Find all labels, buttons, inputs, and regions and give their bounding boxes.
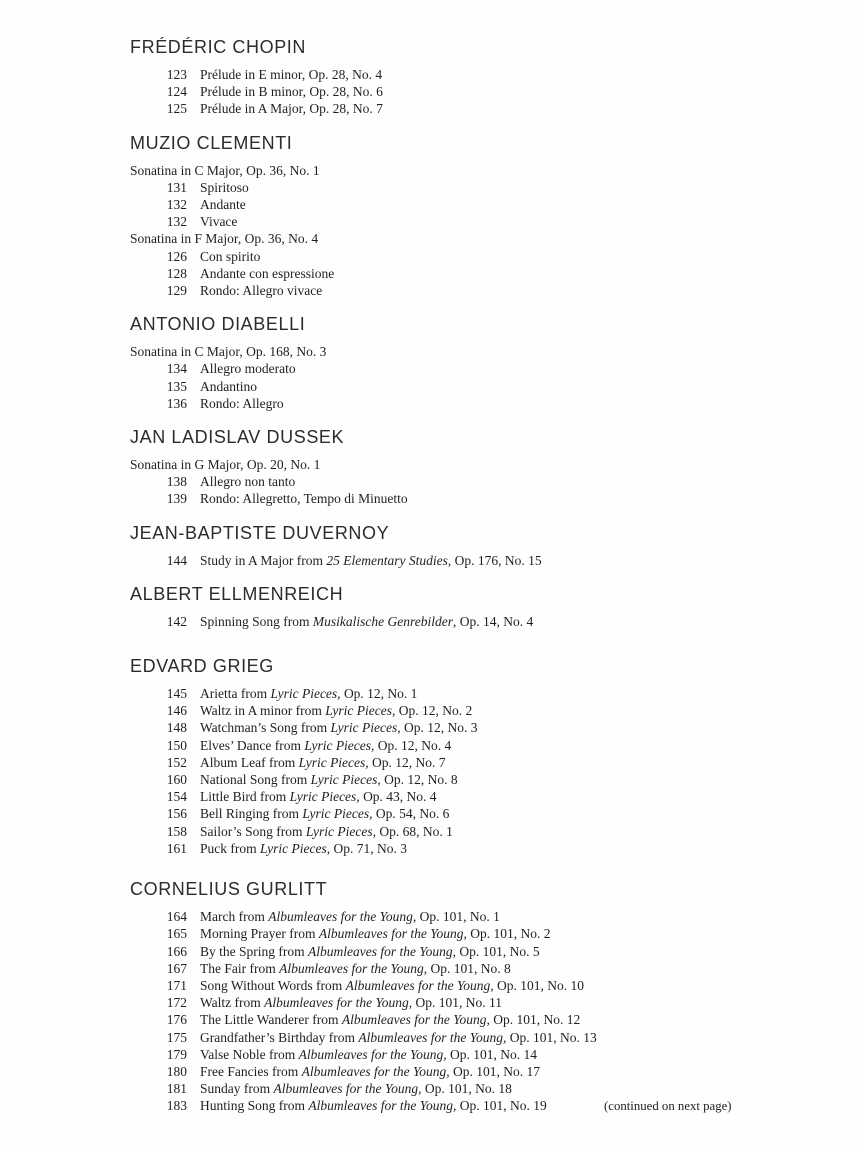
title-text: Con spirito [200,248,261,264]
toc-section [130,655,750,857]
toc-sections [130,36,750,1115]
toc-entry [130,196,750,213]
piece-title [200,1046,537,1063]
piece-title [200,977,584,994]
piece-title [200,719,477,736]
piece-title [200,248,260,265]
page-number: 166 [166,943,187,959]
toc-entry [130,1080,750,1097]
page-number: 128 [166,265,187,281]
page-number: 154 [166,789,187,805]
piece-title [200,282,322,299]
piece-title [200,1080,512,1097]
toc-entry [130,100,750,117]
page-number: 124 [166,84,187,100]
collection-title-italic: Albumleaves for the Young, [318,926,467,942]
title-text: March from [200,909,269,925]
title-text: Op. 176, No. 15 [451,552,542,568]
title-text: Rondo: Allegro vivace [200,283,323,299]
piece-title [200,1011,580,1028]
title-text: The Fair from [200,960,280,976]
title-text: Sailor’s Song from [200,823,306,839]
title-text: Vivace [200,214,238,230]
page-number: 138 [166,474,187,490]
page-number: 158 [166,823,187,839]
title-text: Elves’ Dance from [200,737,305,753]
composer-heading: EDVARD GRIEG [130,656,274,677]
title-text: Hunting Song from [200,1098,309,1114]
page-number: 135 [166,378,187,394]
title-text: Allegro non tanto [200,474,296,490]
page-number: 132 [166,214,187,230]
piece-title [200,994,502,1011]
collection-title-italic: Albumleaves for the Young, [268,909,417,925]
piece-title [200,552,542,569]
toc-entry [130,702,750,719]
piece-title [200,908,500,925]
piece-title [200,1063,540,1080]
collection-title-italic: Albumleaves for the Young, [264,995,413,1011]
collection-title-italic: Lyric Pieces, [310,772,381,788]
collection-title-italic: Albumleaves for the Young, [301,1063,450,1079]
composer-heading: JEAN-BAPTISTE DUVERNOY [130,522,390,543]
page-number: 146 [166,703,187,719]
toc-entry [130,994,750,1011]
title-text: Prélude in E minor, Op. 28, No. 4 [200,67,383,82]
piece-title [200,1097,547,1114]
toc-entry [130,908,750,925]
title-text: Op. 71, No. 3 [330,840,407,856]
title-text: Op. 101, No. 18 [421,1081,512,1097]
piece-title [200,960,511,977]
piece-title [200,265,334,282]
toc-entry [130,265,750,282]
piece-title [200,613,533,630]
title-text: Op. 101, No. 19 [456,1098,547,1114]
page-number: 172 [166,995,187,1011]
page-number: 123 [166,67,187,82]
collection-title-italic: Lyric Pieces, [330,720,401,736]
work-title: Sonatina in G Major, Op. 20, No. 1 [130,457,321,473]
piece-title [200,754,446,771]
collection-title-italic: Albumleaves for the Young, [308,1098,457,1114]
title-text: Op. 12, No. 1 [340,686,418,702]
work-title: Sonatina in C Major, Op. 168, No. 3 [130,344,327,360]
collection-title-italic: Albumleaves for the Young, [279,960,428,976]
toc-entry [130,754,750,771]
title-text: Op. 12, No. 8 [380,772,458,788]
toc-entry [130,771,750,788]
toc-entry [130,473,750,490]
page-number: 175 [166,1029,187,1045]
title-text: Valse Noble from [200,1046,299,1062]
title-text: Andantino [200,378,257,394]
piece-title [200,473,295,490]
title-text: Op. 101, No. 11 [412,995,503,1011]
collection-title-italic: 25 Elementary Studies, [326,552,452,568]
title-text: Sunday from [200,1081,274,1097]
piece-title [200,395,284,412]
piece-title [200,702,472,719]
composer-heading: JAN LADISLAV DUSSEK [130,427,345,448]
composer-heading: CORNELIUS GURLITT [130,879,328,900]
title-text: Op. 101, No. 1 [416,909,500,925]
toc-entry [130,552,750,569]
toc-entry [130,360,750,377]
collection-title-italic: Lyric Pieces, [260,840,331,856]
page-number: 125 [166,101,187,117]
composer-heading: ANTONIO DIABELLI [130,314,306,335]
toc-entry [130,840,750,857]
collection-title-italic: Lyric Pieces, [298,754,369,770]
composer-heading: FRÉDÉRIC CHOPIN [130,37,307,57]
page-number: 129 [166,283,187,299]
page-number: 161 [166,840,187,856]
toc-entry [130,66,750,83]
piece-title [200,490,408,507]
title-text: Free Fancies from [200,1063,302,1079]
title-text: Op. 68, No. 1 [375,823,453,839]
toc-entry [130,943,750,960]
page-number: 132 [166,197,187,213]
title-text: Spinning Song from [200,613,313,629]
title-text: Op. 43, No. 4 [359,789,437,805]
page-number: 152 [166,754,187,770]
title-text: Waltz in A minor from [200,703,326,719]
title-text: Op. 101, No. 17 [449,1063,540,1079]
title-text: Op. 101, No. 12 [489,1012,581,1028]
toc-entry [130,977,750,994]
toc-entry [130,1029,750,1046]
toc-entry [130,1011,750,1028]
title-text: Op. 101, No. 14 [446,1046,537,1062]
title-text: Op. 101, No. 2 [466,926,551,942]
collection-title-italic: Lyric Pieces, [304,737,375,753]
page-number: 160 [166,772,187,788]
title-text: Arietta from [200,686,271,702]
collection-title-italic: Albumleaves for the Young, [341,1012,490,1028]
title-text: Prélude in A Major, Op. 28, No. 7 [200,101,383,117]
title-text: Spiritoso [200,179,249,195]
page-number: 164 [166,909,187,925]
toc-entry [130,282,750,299]
piece-title [200,788,437,805]
title-text: Op. 12, No. 2 [395,703,473,719]
title-text: , Op. 14, No. 4 [452,613,534,629]
composer-heading: ALBERT ELLMENREICH [130,583,344,604]
page-number: 131 [166,179,187,195]
page-number: 139 [166,491,187,507]
title-text: Watchman’s Song from [200,720,331,736]
page-number: 145 [166,686,187,702]
toc-section [130,583,750,630]
title-text: Little Bird from [200,789,290,805]
title-text: Album Leaf from [200,754,299,770]
toc-section [130,522,750,569]
collection-title-italic: Albumleaves for the Young, [273,1081,422,1097]
piece-title [200,805,449,822]
toc-entry [130,613,750,630]
title-text: Allegro moderato [200,361,296,377]
toc-section [130,878,750,1114]
title-text: Prélude in B minor, Op. 28, No. 6 [200,84,383,100]
title-text: Op. 101, No. 10 [493,977,585,993]
toc-entry [130,805,750,822]
page-number: 142 [166,613,187,629]
composer-heading: MUZIO CLEMENTI [130,132,293,153]
title-text: The Little Wanderer from [200,1012,342,1028]
toc-entry [130,378,750,395]
title-text: Bell Ringing from [200,806,303,822]
continued-note: (continued on next page) [604,1099,732,1113]
title-text: Op. 12, No. 3 [400,720,478,736]
page-number: 165 [166,926,187,942]
piece-title [200,360,296,377]
title-text: Op. 12, No. 4 [374,737,452,753]
toc-entry [130,248,750,265]
piece-title [200,179,249,196]
page-number: 126 [166,248,187,264]
work-title: Sonatina in C Major, Op. 36, No. 1 [130,162,320,178]
toc-entry [130,1063,750,1080]
piece-title [200,66,382,83]
piece-title [200,823,453,840]
title-text: National Song from [200,772,311,788]
page-number: 171 [166,977,187,993]
title-text: By the Spring from [200,943,308,959]
toc-section [130,36,750,118]
page-number: 183 [166,1098,187,1114]
piece-title [200,83,383,100]
piece-title [200,378,257,395]
toc-entry [130,490,750,507]
title-text: Op. 12, No. 7 [368,754,446,770]
toc-entry [130,213,750,230]
title-text: Op. 101, No. 5 [456,943,540,959]
collection-title-italic: Albumleaves for the Young, [345,977,494,993]
page-number: 134 [166,361,187,377]
title-text: Rondo: Allegro [200,395,284,411]
collection-title-italic: Albumleaves for the Young, [358,1029,507,1045]
toc-entry [130,823,750,840]
collection-title-italic: Lyric Pieces, [325,703,396,719]
page-number: 181 [166,1081,187,1097]
collection-title-italic: Lyric Pieces, [289,789,360,805]
piece-title [200,943,540,960]
toc-entry [130,83,750,100]
title-text: Study in A Major from [200,552,327,568]
title-text: Rondo: Allegretto, Tempo di Minuetto [200,491,408,507]
title-text: Song Without Words from [200,977,346,993]
toc-section [130,132,750,300]
toc-entry [130,925,750,942]
page-number: 167 [166,960,187,976]
title-text: Op. 101, No. 13 [506,1029,597,1045]
page-number: 144 [166,552,187,568]
collection-title-italic: Musikalische Genrebilder [312,613,453,629]
piece-title [200,196,246,213]
page-number: 180 [166,1063,187,1079]
toc-entry [130,960,750,977]
toc-entry [130,719,750,736]
collection-title-italic: Albumleaves for the Young, [298,1046,447,1062]
piece-title [200,685,417,702]
title-text: Op. 101, No. 8 [427,960,511,976]
page-number: 176 [166,1012,187,1028]
collection-title-italic: Lyric Pieces, [302,806,373,822]
page-number: 179 [166,1046,187,1062]
toc-entry [130,179,750,196]
piece-title [200,840,407,857]
page-number: 148 [166,720,187,736]
title-text: Grandfather’s Birthday from [200,1029,359,1045]
toc-entry [130,788,750,805]
piece-title [200,100,383,117]
page-number: 156 [166,806,187,822]
toc-entry [130,685,750,702]
piece-title [200,1029,597,1046]
title-text: Op. 54, No. 6 [372,806,450,822]
toc-entry [130,395,750,412]
piece-title [200,925,550,942]
piece-title [200,213,237,230]
page-number: 136 [166,395,187,411]
work-title: Sonatina in F Major, Op. 36, No. 4 [130,231,319,247]
piece-title [200,737,451,754]
toc-section [130,313,750,412]
collection-title-italic: Albumleaves for the Young, [308,943,456,959]
toc-entry [130,1046,750,1063]
toc-section [130,426,750,508]
title-text: Waltz from [200,995,265,1011]
toc-entry [130,737,750,754]
title-text: Morning Prayer from [200,926,319,942]
title-text: Andante [200,197,246,213]
title-text: Puck from [200,840,260,856]
collection-title-italic: Lyric Pieces, [305,823,376,839]
title-text: Andante con espressione [200,265,335,281]
piece-title [200,771,458,788]
collection-title-italic: Lyric Pieces, [270,686,341,702]
page-number: 150 [166,737,187,753]
